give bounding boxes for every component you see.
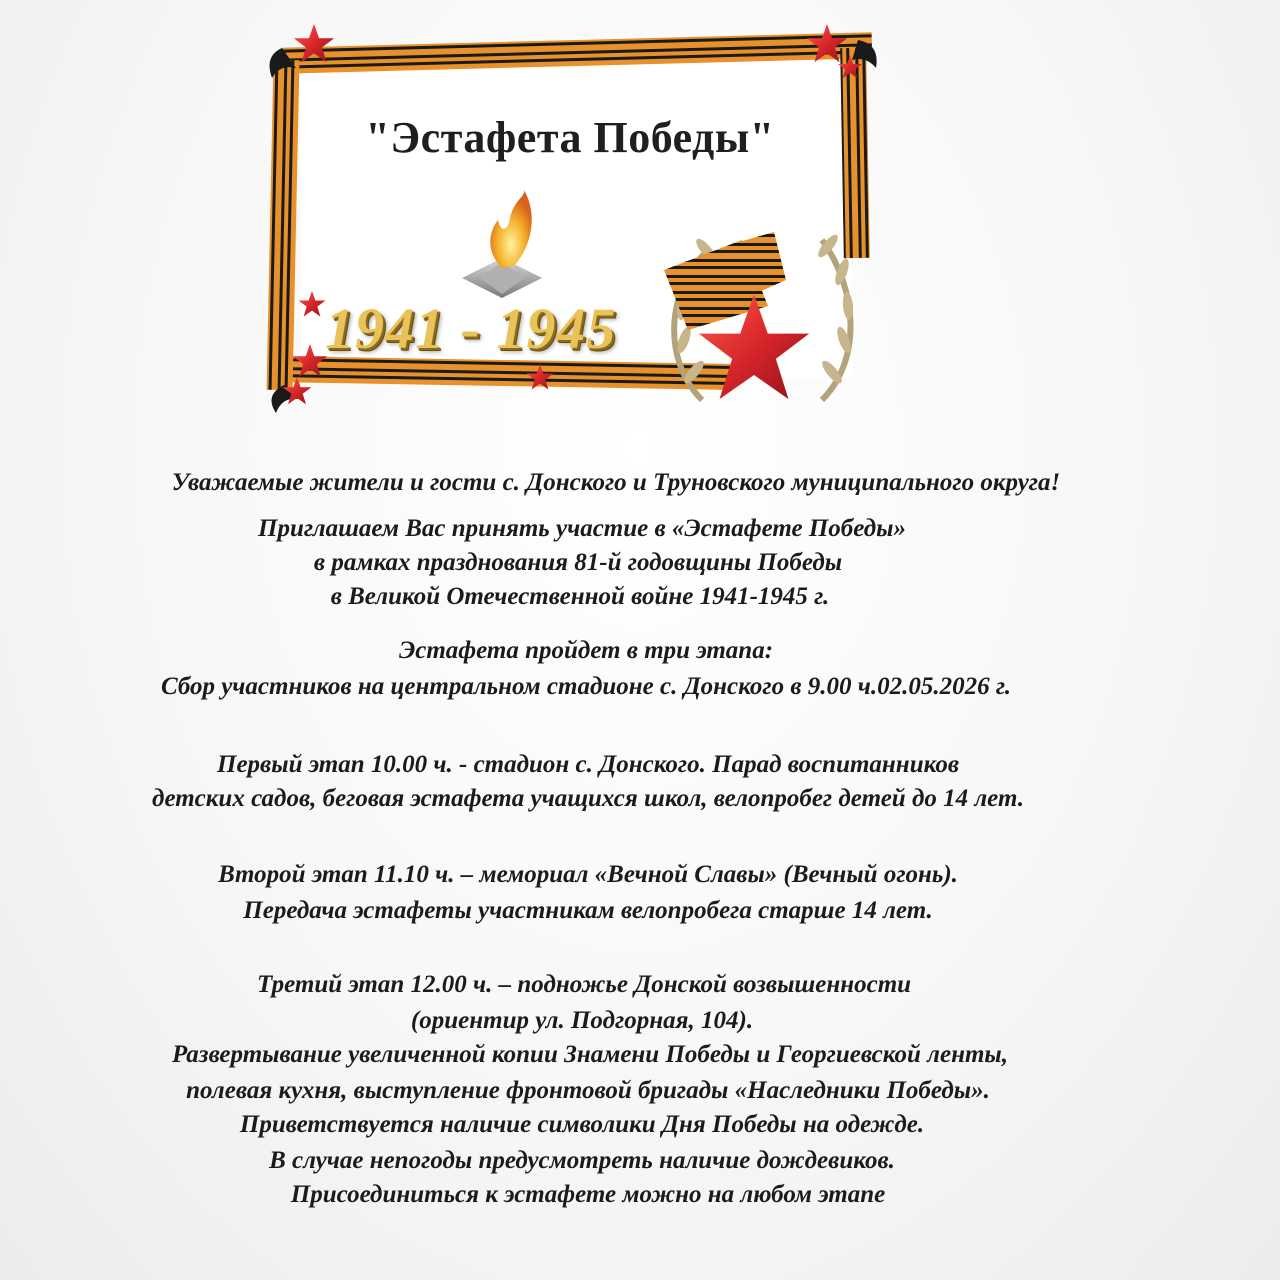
years-banner: 1941 - 1945: [325, 296, 617, 361]
stage3-line: полевая кухня, выступление фронтовой бригады «Наследники Победы».: [186, 1077, 990, 1104]
stage3-line: (ориентир ул. Подгорная, 104).: [410, 1007, 754, 1034]
stage2-line: Передача эстафеты участникам велопробега старше 14 лет.: [243, 897, 933, 924]
ribbon-frame-svg: [262, 0, 902, 450]
greeting-line: Уважаемые жители и гости с. Донского и Труновского муниципального округа!: [171, 469, 1061, 496]
stage3-line: Третий этап 12.00 ч. – подножье Донской возвышенности: [256, 971, 912, 998]
stage3-line: Приветствуется наличие символики Дня Победы на одежде.: [239, 1111, 925, 1138]
stage2-line: Второй этап 11.10 ч. – мемориал «Вечной Славы» (Вечный огонь).: [218, 861, 958, 888]
gathering-line: Сбор участников на центральном стадионе с. Донского в 9.00 ч.02.05.2026 г.: [160, 673, 1012, 700]
stage3-line: В случае непогоды предусмотреть наличие дождевиков.: [269, 1147, 895, 1174]
ribbon-frame-illustration: [262, 0, 902, 450]
stage1-line: детских садов, беговая эстафета учащихся школ, велопробег детей до 14 лет.: [152, 785, 1024, 812]
stages-intro: Эстафета пройдет в три этапа:: [398, 637, 774, 664]
invite-line: в Великой Отечественной войне 1941-1945 г.: [330, 583, 830, 610]
invite-line: Приглашаем Вас принять участие в «Эстафете Победы»: [258, 515, 906, 542]
stage3-line: Присоединиться к эстафете можно на любом этапе: [290, 1181, 886, 1208]
stage3-line: Развертывание увеличенной копии Знамени Победы и Георгиевской ленты,: [171, 1041, 1009, 1068]
poster-title: "Эстафета Победы": [365, 113, 775, 162]
stage1-line: Первый этап 10.00 ч. - стадион с. Донского. Парад воспитанников: [217, 751, 959, 778]
invite-line: в рамках празднования 81-й годовщины Победы: [313, 549, 843, 576]
